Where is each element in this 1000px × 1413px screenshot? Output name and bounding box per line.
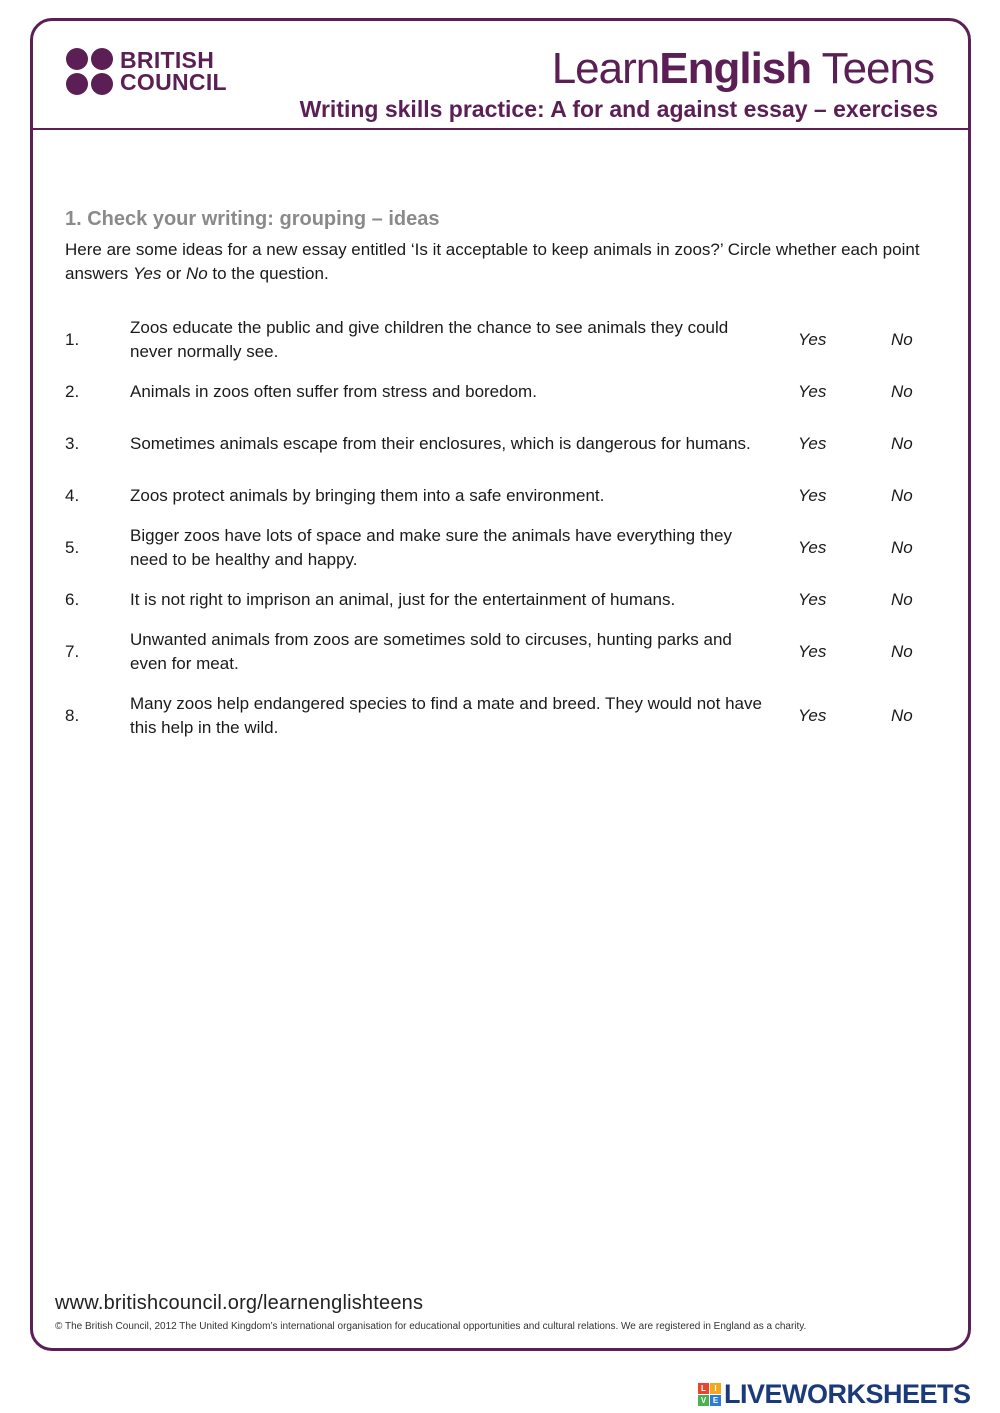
item-number: 8. <box>65 706 80 725</box>
le-logo-learn: Learn <box>551 44 660 93</box>
yes-option[interactable]: Yes <box>798 642 827 661</box>
liveworksheets-watermark <box>698 1379 971 1410</box>
yes-option[interactable]: Yes <box>798 590 827 609</box>
no-option[interactable]: No <box>891 706 913 725</box>
list-item <box>65 574 935 626</box>
item-text: Zoos protect animals by bringing them into a safe environment. <box>130 486 605 505</box>
no-option[interactable]: No <box>891 382 913 401</box>
section-heading: 1. Check your writing: grouping – ideas <box>65 208 440 230</box>
yes-option[interactable]: Yes <box>798 330 827 349</box>
lw-cell: E <box>710 1395 721 1406</box>
item-text: Animals in zoos often suffer from stress and boredom. <box>130 382 537 401</box>
item-number: 2. <box>65 382 80 401</box>
no-option[interactable]: No <box>891 330 913 349</box>
le-logo-teens: Teens <box>811 44 934 93</box>
list-item <box>65 470 935 522</box>
item-text: Many zoos help endangered species to find a mate and breed. They would not have this help in the wild. <box>130 694 762 737</box>
item-number: 3. <box>65 434 80 453</box>
item-number: 7. <box>65 642 80 661</box>
no-option[interactable]: No <box>891 590 913 609</box>
lw-cell: L <box>698 1383 709 1394</box>
list-item <box>65 314 935 366</box>
item-number: 5. <box>65 538 80 557</box>
instructions: Here are some ideas for a new essay entitled ‘Is it acceptable to keep animals in zoos?’ Circle whether each point answers Yes or No to the question. <box>65 240 920 283</box>
list-item <box>65 678 935 754</box>
item-text: Unwanted animals from zoos are sometimes sold to circuses, hunting parks and even for meat. <box>130 630 732 673</box>
items-list <box>65 314 935 754</box>
bc-logo-line1: BRITISH <box>120 47 215 73</box>
british-council-dots-icon <box>66 48 113 95</box>
document-title: Writing skills practice: A for and against essay – exercises <box>299 96 938 122</box>
bc-logo-line2: COUNCIL <box>120 69 227 95</box>
list-item <box>65 366 935 418</box>
list-item <box>65 626 935 678</box>
yes-option[interactable]: Yes <box>798 538 827 557</box>
item-text: Bigger zoos have lots of space and make sure the animals have everything they need to be healthy and happy. <box>130 526 732 569</box>
footer-copyright: © The British Council, 2012 The United Kingdom’s international organisation for educational opportunities and cultural relations. We are registered in England as a charity. <box>55 1321 807 1332</box>
list-item <box>65 418 935 470</box>
no-option[interactable]: No <box>891 642 913 661</box>
no-option[interactable]: No <box>891 486 913 505</box>
yes-option[interactable]: Yes <box>798 486 827 505</box>
le-logo-english: English <box>659 44 812 93</box>
yes-option[interactable]: Yes <box>798 434 827 453</box>
yes-option[interactable]: Yes <box>798 706 827 725</box>
no-option[interactable]: No <box>891 538 913 557</box>
liveworksheets-grid-icon <box>698 1383 721 1406</box>
item-number: 4. <box>65 486 80 505</box>
lw-cell: I <box>710 1383 721 1394</box>
header-divider <box>30 128 971 130</box>
item-number: 1. <box>65 330 80 349</box>
no-option[interactable]: No <box>891 434 913 453</box>
british-council-logo <box>66 46 227 96</box>
item-text: Zoos educate the public and give children the chance to see animals they could never normally see. <box>130 318 729 361</box>
lw-cell: V <box>698 1395 709 1406</box>
item-number: 6. <box>65 590 80 609</box>
item-text: It is not right to imprison an animal, just for the entertainment of humans. <box>130 590 676 609</box>
footer-url: www.britishcouncil.org/learnenglishteens <box>55 1292 424 1314</box>
british-council-wordmark <box>120 49 227 93</box>
liveworksheets-wordmark: LIVEWORKSHEETS <box>724 1379 971 1409</box>
list-item <box>65 522 935 574</box>
yes-option[interactable]: Yes <box>798 382 827 401</box>
item-text: Sometimes animals escape from their enclosures, which is dangerous for humans. <box>130 434 751 453</box>
learnenglish-teens-logo <box>552 44 934 94</box>
